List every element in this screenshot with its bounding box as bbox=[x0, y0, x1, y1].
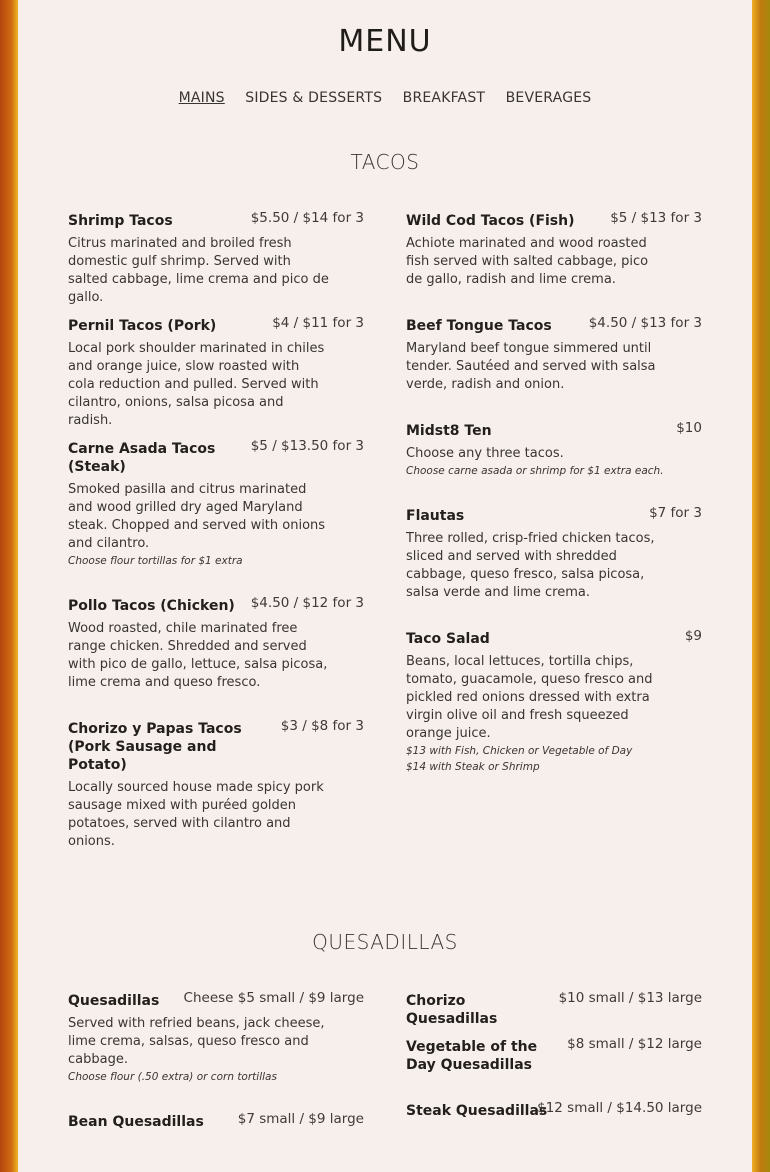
item-price: $4.50 / $13 for 3 bbox=[588, 315, 702, 331]
nav-sides-desserts[interactable]: SIDES & DESSERTS bbox=[245, 90, 383, 106]
item-name: Carne Asada Tacos (Steak) bbox=[68, 441, 216, 475]
item-description: Locally sourced house made spicy pork sausage mixed with puréed golden potatoes, served with cilantro and onions. bbox=[68, 780, 324, 849]
menu-item bbox=[406, 422, 702, 479]
menu-item bbox=[406, 992, 702, 1028]
right-frame bbox=[754, 0, 770, 1172]
menu-item bbox=[406, 630, 702, 775]
item-description: Local pork shoulder marinated in chiles and orange juice, slow roasted with cola reduction and pulled. Served with cilantro, onions, salsa picosa and radish. bbox=[68, 341, 325, 428]
menu-item bbox=[406, 1038, 702, 1074]
item-note: Choose flour tortillas for $1 extra bbox=[68, 555, 243, 567]
item-price: $7 for 3 bbox=[649, 505, 702, 521]
nav-beverages[interactable]: BEVERAGES bbox=[505, 90, 592, 106]
item-description: Choose any three tacos. bbox=[406, 446, 564, 461]
menu-item bbox=[68, 992, 364, 1085]
item-description: Citrus marinated and broiled fresh domestic gulf shrimp. Served with salted cabbage, lime crema and pico de gallo. bbox=[68, 236, 329, 305]
section-title-tacos: TACOS bbox=[350, 150, 420, 174]
left-frame bbox=[0, 0, 16, 1172]
item-price: $7 small / $9 large bbox=[237, 1111, 364, 1127]
menu-item bbox=[68, 720, 364, 851]
item-description: Smoked pasilla and citrus marinated and wood grilled dry aged Maryland steak. Chopped and served with onions and cilantro. bbox=[68, 482, 326, 551]
item-description: Served with refried beans, jack cheese, lime crema, salsas, queso fresco and cabbage. bbox=[68, 1016, 325, 1067]
item-price: Cheese $5 small / $9 large bbox=[183, 990, 364, 1006]
section-title-quesadillas: QUESADILLAS bbox=[312, 930, 458, 954]
menu-item bbox=[406, 212, 702, 289]
menu-item bbox=[68, 1113, 364, 1131]
nav-breakfast[interactable]: BREAKFAST bbox=[402, 90, 486, 106]
nav-mains[interactable]: MAINS bbox=[178, 90, 225, 106]
item-description: Maryland beef tongue simmered until tender. Sautéed and served with salsa verde, radish and onion. bbox=[406, 341, 656, 392]
item-description: Three rolled, crisp-fried chicken tacos, sliced and served with shredded cabbage, queso fresco, salsa picosa, salsa verde and lime crema. bbox=[406, 531, 655, 600]
item-name: Quesadillas bbox=[68, 993, 160, 1009]
item-price: $5.50 / $14 for 3 bbox=[250, 210, 364, 226]
item-price: $10 small / $13 large bbox=[558, 990, 702, 1006]
menu-panel bbox=[16, 0, 754, 1172]
menu-item bbox=[406, 1102, 702, 1120]
item-price: $5 / $13 for 3 bbox=[610, 210, 702, 226]
menu-item bbox=[406, 317, 702, 394]
item-price: $4.50 / $12 for 3 bbox=[250, 595, 364, 611]
item-description: Wood roasted, chile marinated free range chicken. Shredded and served with pico de gallo, lettuce, salsa picosa, lime crema and queso fresco. bbox=[68, 621, 328, 690]
menu-item bbox=[68, 440, 364, 569]
menu-item bbox=[406, 507, 702, 602]
item-price: $3 / $8 for 3 bbox=[280, 718, 364, 734]
item-price: $5 / $13.50 for 3 bbox=[250, 438, 364, 454]
item-name: Midst8 Ten bbox=[406, 423, 492, 439]
item-name: Chorizo y Papas Tacos (Pork Sausage and Potato) bbox=[68, 721, 242, 773]
item-note: $13 with Fish, Chicken or Vegetable of Day bbox=[406, 745, 633, 757]
item-name: Taco Salad bbox=[406, 631, 490, 647]
item-price: $12 small / $14.50 large bbox=[537, 1100, 702, 1116]
item-name: Steak Quesadillas bbox=[406, 1103, 548, 1119]
menu-nav bbox=[18, 90, 752, 106]
item-name: Pernil Tacos (Pork) bbox=[68, 318, 217, 334]
menu-item bbox=[68, 317, 364, 430]
item-name: Chorizo Quesadillas bbox=[406, 993, 498, 1027]
item-description: Achiote marinated and wood roasted fish served with salted cabbage, pico de gallo, radish and lime crema. bbox=[406, 236, 649, 287]
item-name: Flautas bbox=[406, 508, 465, 524]
menu-item bbox=[68, 212, 364, 307]
item-price: $9 bbox=[684, 628, 702, 644]
item-note: $14 with Steak or Shrimp bbox=[406, 761, 540, 773]
item-note: Choose carne asada or shrimp for $1 extra each. bbox=[406, 465, 664, 477]
item-name: Pollo Tacos (Chicken) bbox=[68, 598, 235, 614]
item-price: $4 / $11 for 3 bbox=[272, 315, 364, 331]
item-description: Beans, local lettuces, tortilla chips, tomato, guacamole, queso fresco and pickled red onions dressed with extra virgin olive oil and fresh squeezed orange juice. bbox=[406, 654, 653, 741]
menu-item bbox=[68, 597, 364, 692]
item-name: Wild Cod Tacos (Fish) bbox=[406, 213, 575, 229]
item-name: Bean Quesadillas bbox=[68, 1114, 204, 1130]
page-title: MENU bbox=[338, 24, 432, 59]
item-price: $8 small / $12 large bbox=[567, 1036, 702, 1052]
item-name: Beef Tongue Tacos bbox=[406, 318, 552, 334]
item-name: Vegetable of the Day Quesadillas bbox=[406, 1039, 538, 1073]
item-note: Choose flour (.50 extra) or corn tortillas bbox=[68, 1071, 277, 1083]
item-name: Shrimp Tacos bbox=[68, 213, 173, 229]
item-price: $10 bbox=[676, 420, 702, 436]
